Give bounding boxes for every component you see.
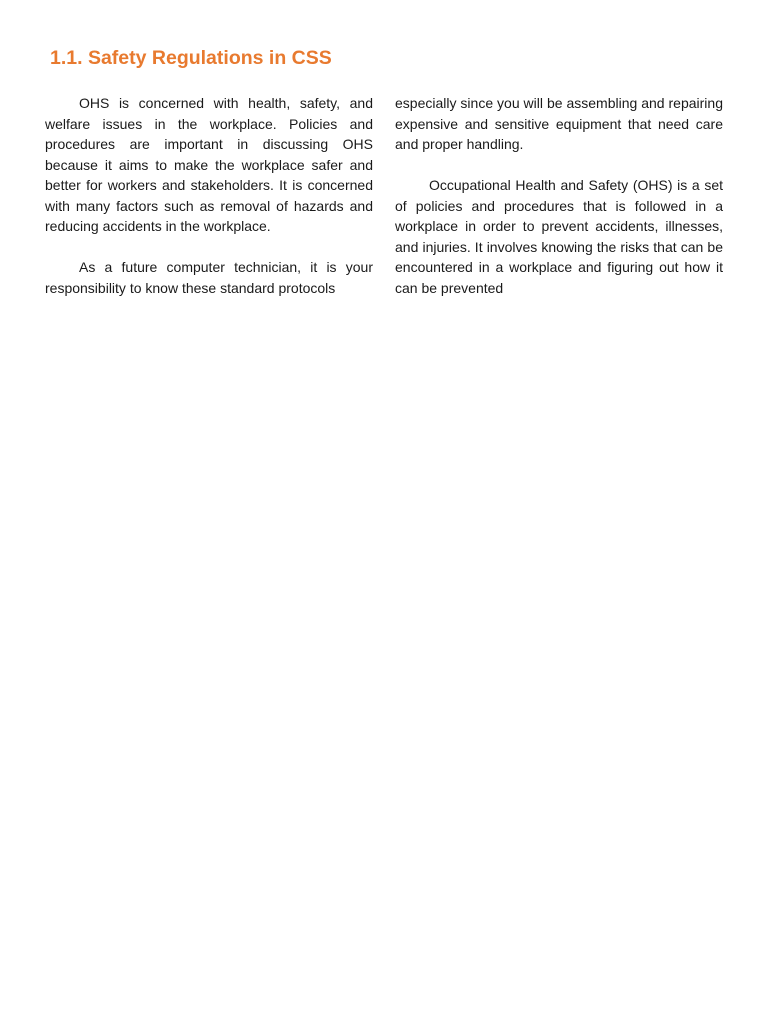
left-column	[45, 93, 373, 319]
paragraph-ohs-intro: OHS is concerned with health, safety, and welfare issues in the workplace. Policies and procedures are important in discussing OHS because it aims to make the workplace safer and better for workers and stakeholders. It is concerned with many factors such as removal of hazards and reducing accidents in the workplace.	[45, 95, 373, 234]
paragraph-technician-responsibility: As a future computer technician, it is your responsibility to know these standard protocols	[45, 259, 373, 296]
paragraph-ohs-definition: Occupational Health and Safety (OHS) is a set of policies and procedures that is followed in a workplace in order to prevent accidents, illnesses, and injuries. It involves knowing the risks that can be encountered in a workplace and figuring out how it can be prevented	[395, 177, 723, 296]
right-column	[395, 93, 723, 319]
section-title: 1.1. Safety Regulations in CSS	[50, 47, 332, 69]
paragraph-technician-responsibility-continued: especially since you will be assembling and repairing expensive and sensitive equipment that need care and proper handling.	[395, 95, 723, 152]
